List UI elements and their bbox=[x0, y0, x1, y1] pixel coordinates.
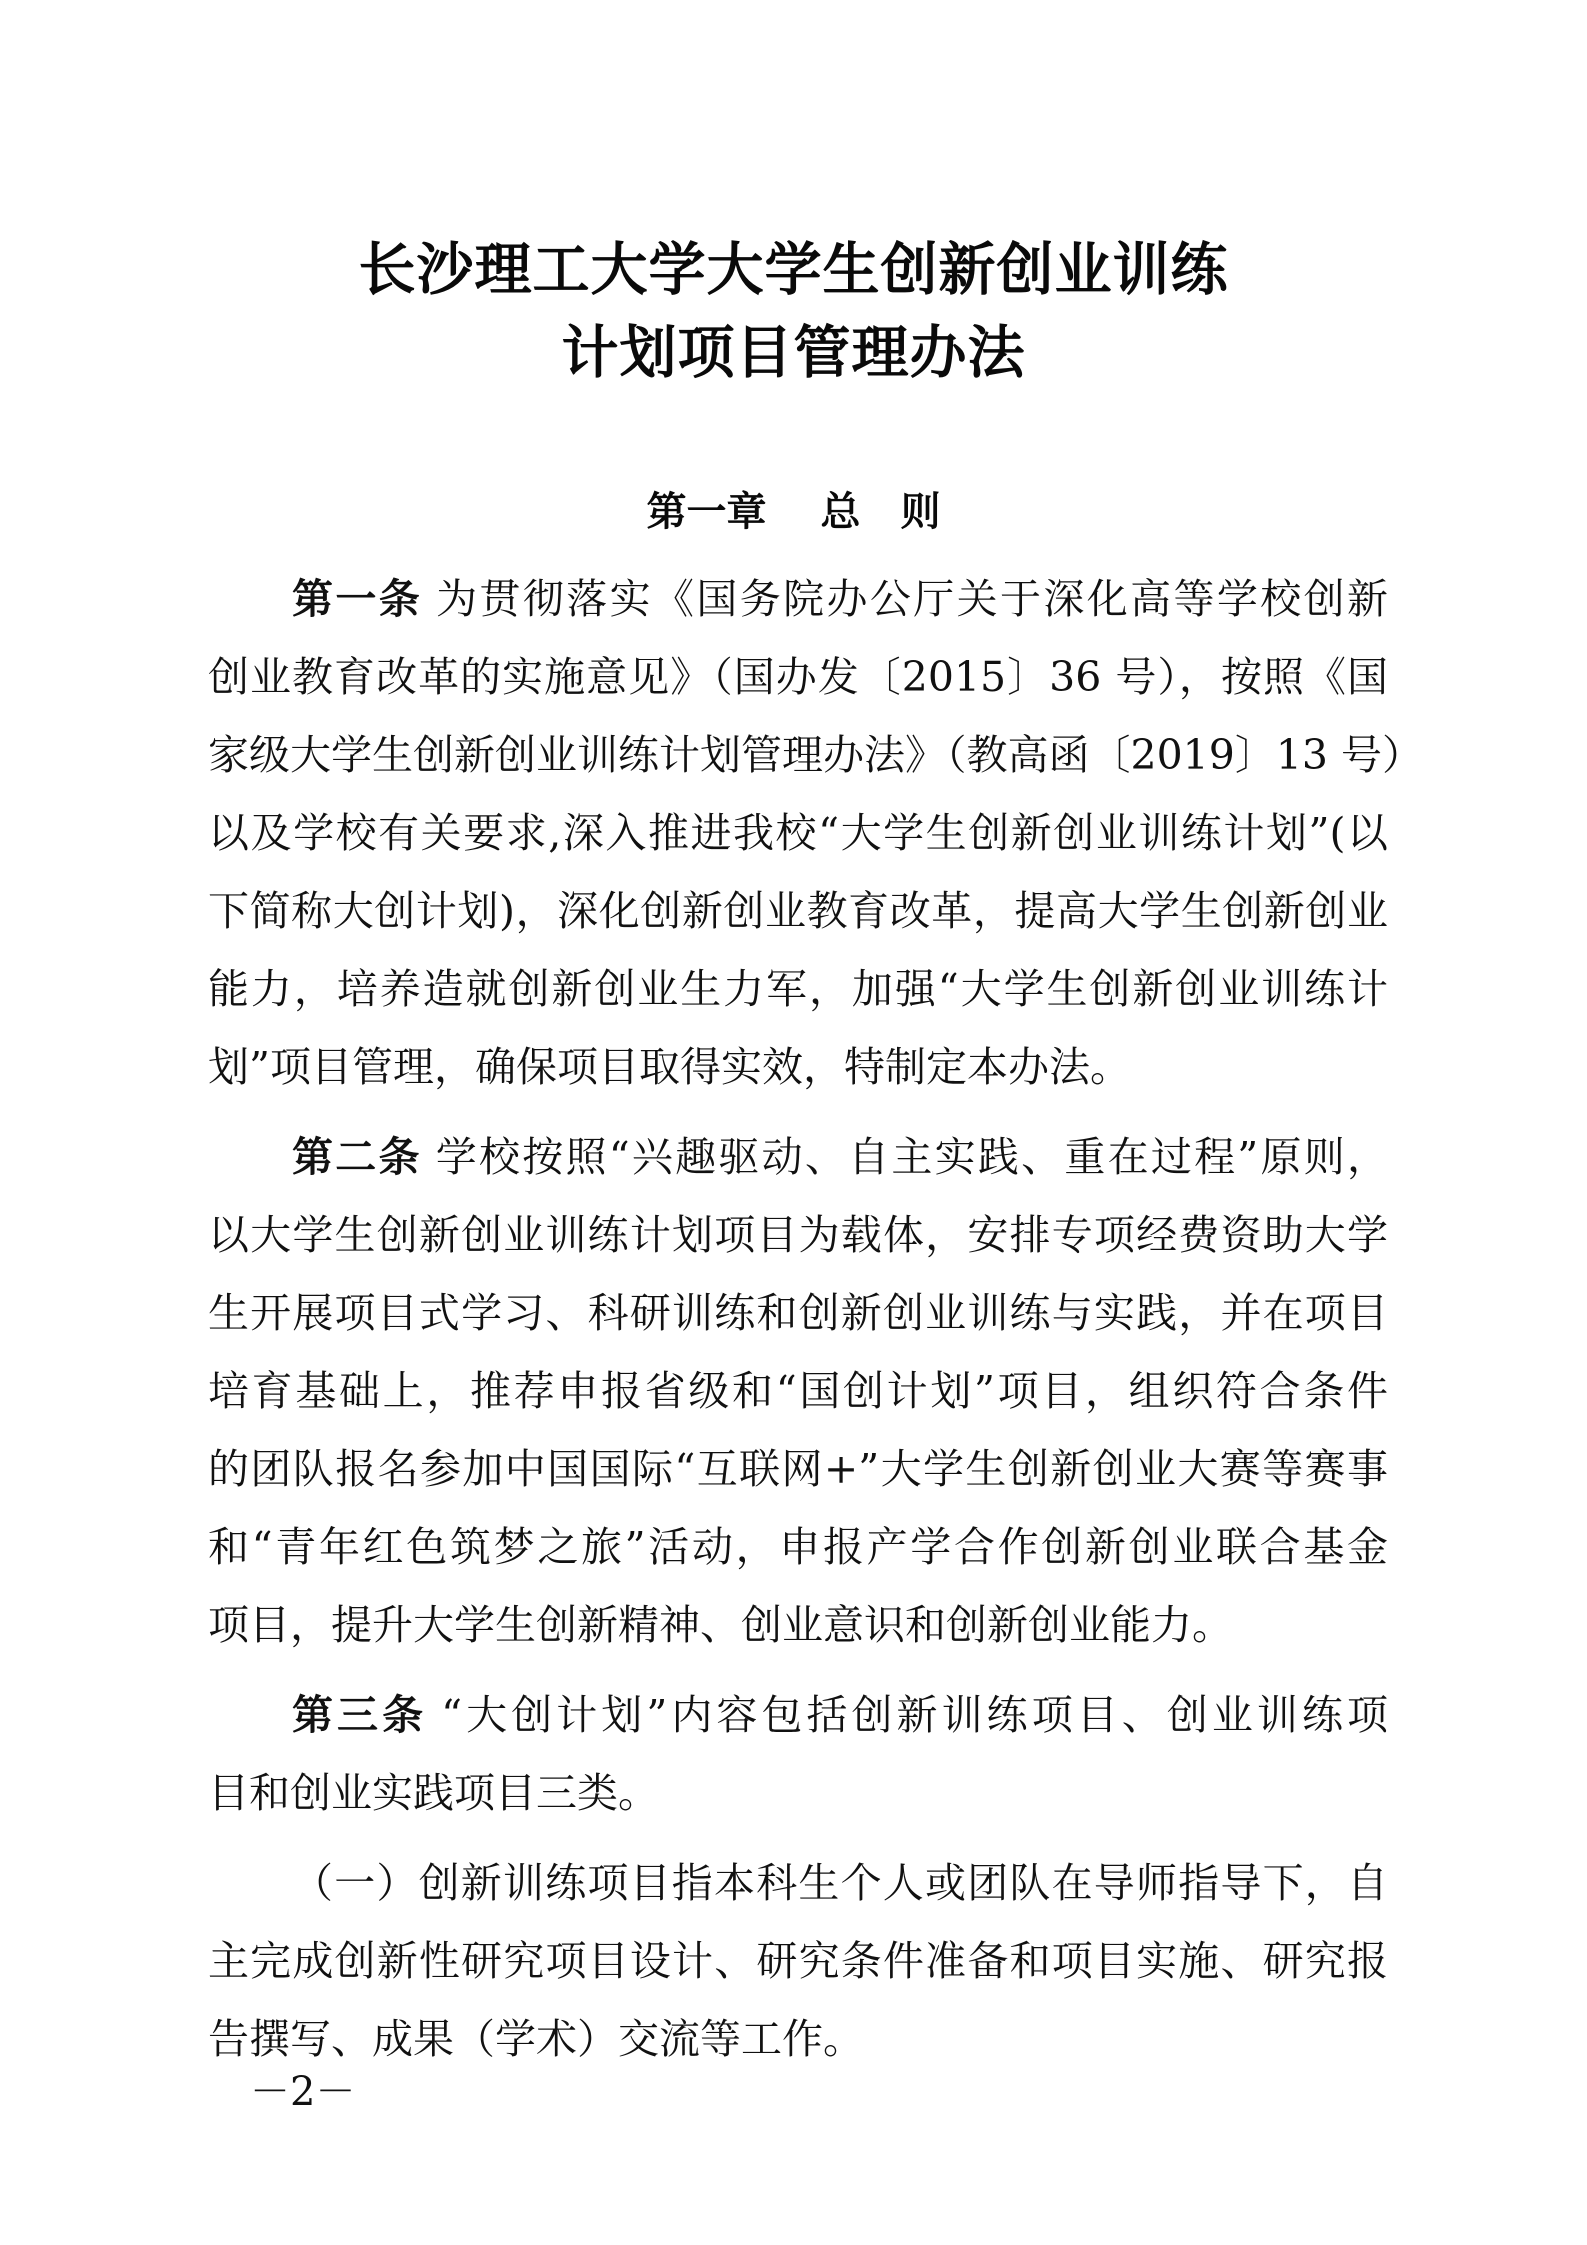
chapter-heading: 第一章 总 则 bbox=[646, 489, 941, 535]
paragraph-line: 能力，培养造就创新创业生力军，加强“大学生创新创业训练计 bbox=[208, 965, 1388, 1013]
paragraph-line: 生开展项目式学习、科研训练和创新创业训练与实践，并在项目 bbox=[208, 1289, 1388, 1337]
document-title-line-1: 长沙理工大学大学生创新创业训练 bbox=[358, 237, 1229, 303]
article-text: 学校按照“兴趣驱动、自主实践、重在过程”原则， bbox=[435, 1133, 1389, 1181]
paragraph-line: 培育基础上，推荐申报省级和“国创计划”项目，组织符合条件 bbox=[208, 1367, 1388, 1415]
article-3 bbox=[208, 1676, 1388, 1832]
paragraph-line: （一）创新训练项目指本科生个人或团队在导师指导下，自 bbox=[292, 1859, 1388, 1907]
paragraph-line: 告撰写、成果（学术）交流等工作。 bbox=[208, 2015, 864, 2063]
paragraph-line: 家级大学生创新创业训练计划管理办法》（教高函〔2019〕13 号） bbox=[208, 731, 1424, 779]
paragraph-gap bbox=[208, 1106, 1388, 1118]
paragraph-line: 目和创业实践项目三类。 bbox=[208, 1769, 659, 1817]
article-text: 为贯彻落实《国务院办公厅关于深化高等学校创新 bbox=[436, 575, 1388, 623]
paragraph-gap bbox=[208, 1664, 1388, 1676]
paragraph-line: 项目，提升大学生创新精神、创业意识和创新创业能力。 bbox=[208, 1601, 1233, 1649]
article-1 bbox=[208, 560, 1424, 1106]
article-text: “大创计划”内容包括创新训练项目、创业训练项 bbox=[441, 1691, 1389, 1739]
paragraph-line: 下简称大创计划)，深化创新创业教育改革，提高大学生创新创业 bbox=[208, 887, 1388, 935]
article-2 bbox=[208, 1118, 1388, 1664]
paragraph-line: 主完成创新性研究项目设计、研究条件准备和项目实施、研究报 bbox=[208, 1937, 1388, 1985]
paragraph-line: 以及学校有关要求,深入推进我校“大学生创新创业训练计划”(以 bbox=[208, 809, 1388, 857]
paragraph-line: 和“青年红色筑梦之旅”活动，申报产学合作创新创业联合基金 bbox=[208, 1523, 1388, 1571]
article-label: 第二条 bbox=[292, 1133, 422, 1181]
document-body bbox=[208, 560, 1424, 2078]
paragraph-line: 创业教育改革的实施意见》（国办发〔2015〕36 号），按照《国 bbox=[208, 653, 1388, 701]
paragraph-line bbox=[208, 1676, 1388, 1754]
page-number: －2－ bbox=[250, 2069, 356, 2115]
paragraph-line: 划”项目管理，确保项目取得实效，特制定本办法。 bbox=[208, 1043, 1131, 1091]
document-title-line-2: 计划项目管理办法 bbox=[561, 320, 1026, 386]
paragraph-line: 以大学生创新创业训练计划项目为载体，安排专项经费资助大学 bbox=[208, 1211, 1388, 1259]
paragraph-line bbox=[208, 1118, 1388, 1196]
paragraph-gap bbox=[208, 1832, 1388, 1844]
paragraph-line bbox=[208, 560, 1388, 638]
clause-1 bbox=[208, 1844, 1388, 2078]
article-label: 第三条 bbox=[292, 1691, 428, 1739]
paragraph-line: 的团队报名参加中国国际“互联网+”大学生创新创业大赛等赛事 bbox=[208, 1445, 1388, 1493]
article-label: 第一条 bbox=[292, 575, 423, 623]
